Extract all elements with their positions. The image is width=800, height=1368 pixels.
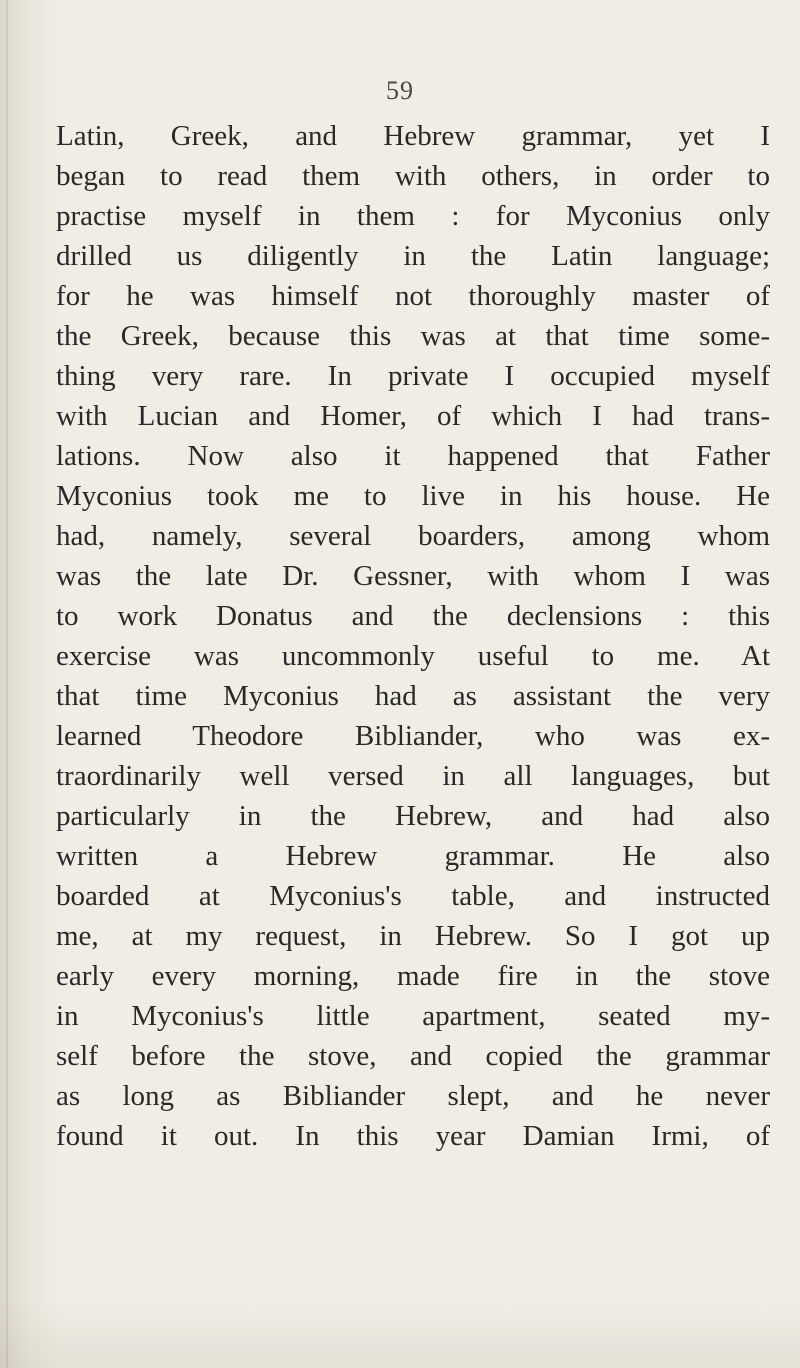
- text-line: lations. Now also it happened that Father: [56, 440, 770, 472]
- text-line: for he was himself not thoroughly master of: [56, 280, 770, 312]
- text-line: self before the stove, and copied the grammar: [56, 1040, 770, 1072]
- text-line: written a Hebrew grammar. He also: [56, 840, 770, 872]
- text-line: that time Myconius had as assistant the very: [56, 680, 770, 712]
- text-line: in Myconius's little apartment, seated my-: [56, 1000, 770, 1032]
- text-line: boarded at Myconius's table, and instructed: [56, 880, 770, 912]
- page-number: 59: [386, 76, 414, 105]
- text-line: early every morning, made fire in the stove: [56, 960, 770, 992]
- text-line: was the late Dr. Gessner, with whom I was: [56, 560, 770, 592]
- text-line: began to read them with others, in order to: [56, 160, 770, 192]
- text-line: exercise was uncommonly useful to me. At: [56, 640, 770, 672]
- text-line: had, namely, several boarders, among whom: [56, 520, 770, 552]
- text-line: found it out. In this year Damian Irmi, of: [56, 1120, 770, 1152]
- text-line: particularly in the Hebrew, and had also: [56, 800, 770, 832]
- text-line: traordinarily well versed in all languages, but: [56, 760, 770, 792]
- text-line: practise myself in them : for Myconius only: [56, 200, 770, 232]
- text-line: the Greek, because this was at that time some-: [56, 320, 770, 352]
- text-line: me, at my request, in Hebrew. So I got up: [56, 920, 770, 952]
- text-line: thing very rare. In private I occupied myself: [56, 360, 770, 392]
- body-text: [56, 116, 770, 1156]
- text-line: as long as Bibliander slept, and he never: [56, 1080, 770, 1112]
- text-line: to work Donatus and the declensions : this: [56, 600, 770, 632]
- text-line: learned Theodore Bibliander, who was ex-: [56, 720, 770, 752]
- text-line: Latin, Greek, and Hebrew grammar, yet I: [56, 120, 770, 152]
- text-line: with Lucian and Homer, of which I had trans-: [56, 400, 770, 432]
- text-line: Myconius took me to live in his house. He: [56, 480, 770, 512]
- text-line: drilled us diligently in the Latin language;: [56, 240, 770, 272]
- page-gutter-shadow: [6, 0, 8, 1368]
